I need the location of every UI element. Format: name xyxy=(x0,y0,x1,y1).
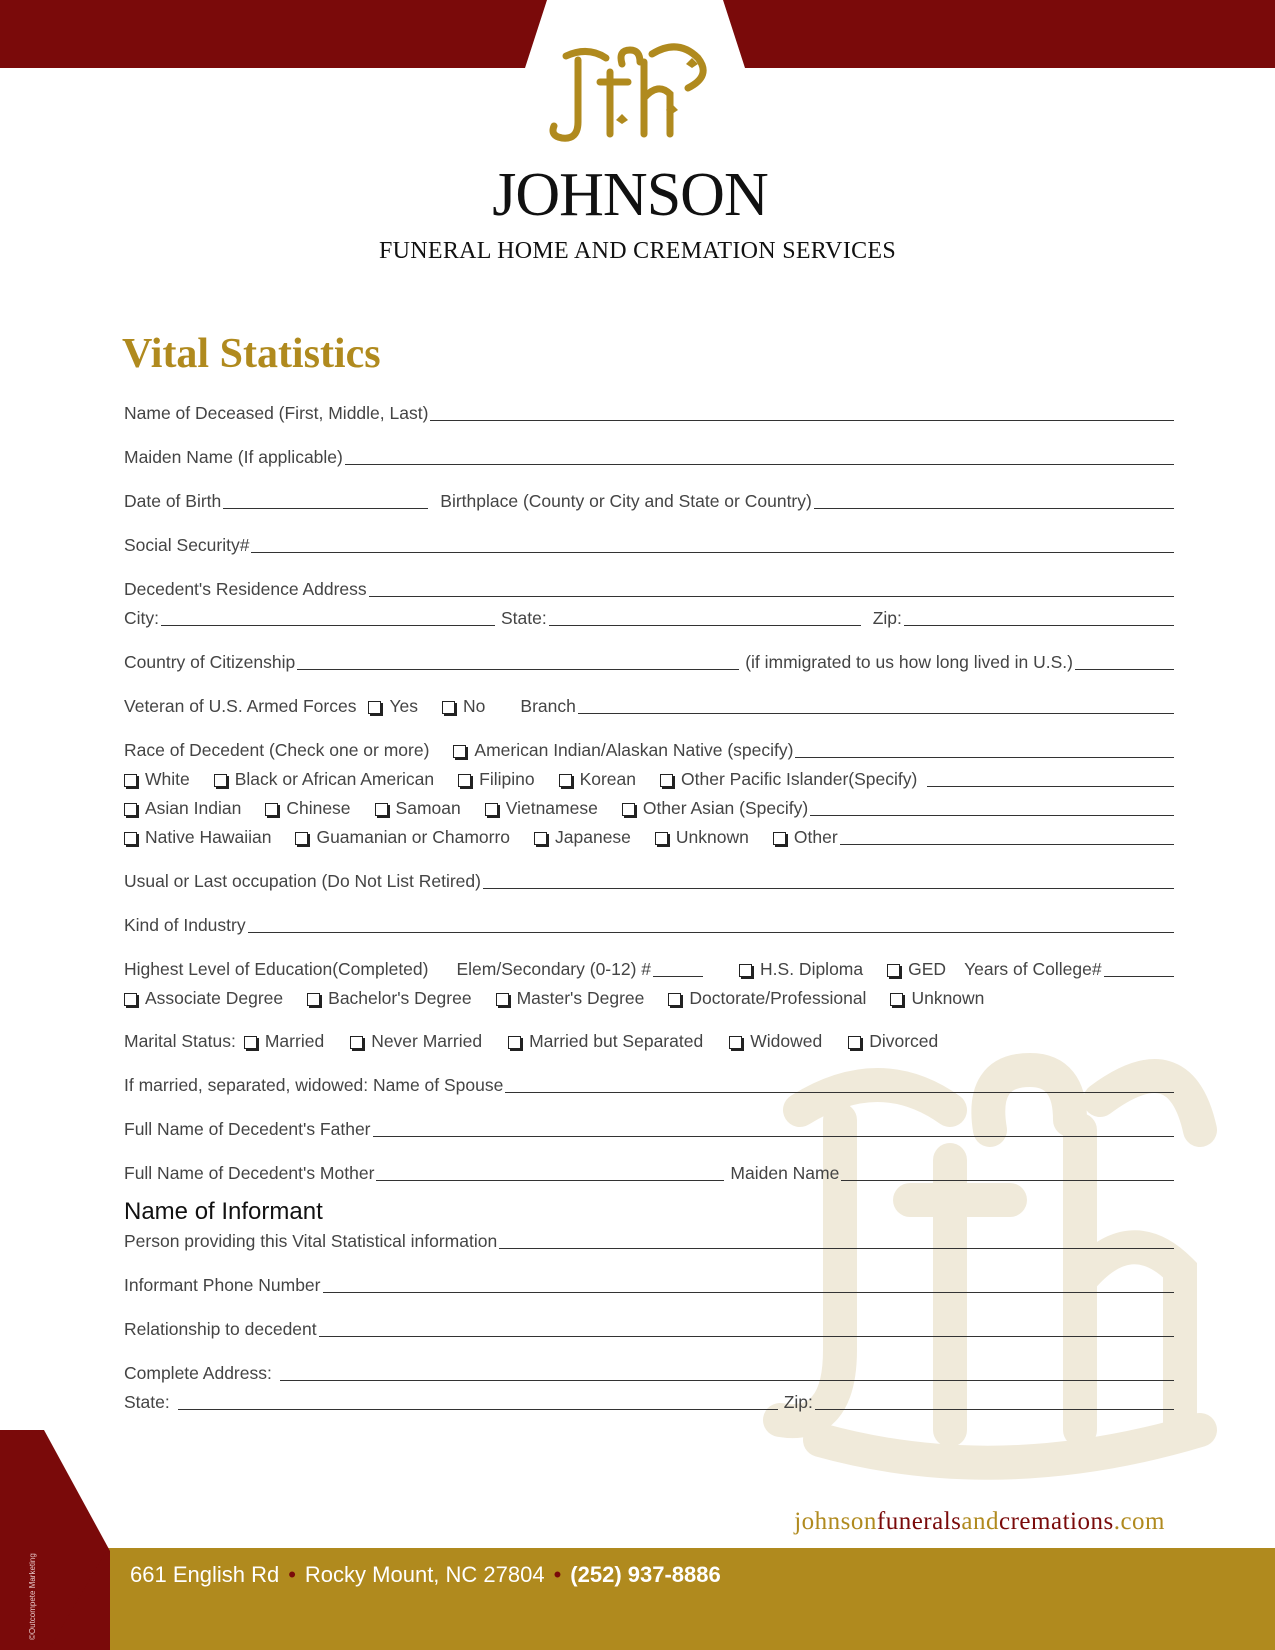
never-married-label: Never Married xyxy=(371,1030,483,1051)
race-chinese-checkbox[interactable] xyxy=(265,797,352,820)
city-label: City: xyxy=(124,607,159,628)
row-informant-phone xyxy=(124,1270,1174,1296)
deceased-name-field[interactable] xyxy=(430,420,1174,421)
divorced-checkbox[interactable] xyxy=(848,1030,940,1053)
industry-field[interactable] xyxy=(248,932,1174,933)
row-deceased-name xyxy=(124,398,1174,424)
row-citizenship xyxy=(124,647,1174,673)
maiden-name-label: Maiden Name (If applicable) xyxy=(124,446,343,467)
informant-person-field[interactable] xyxy=(499,1248,1174,1249)
race-american-indian-label: American Indian/Alaskan Native (specify) xyxy=(474,739,794,760)
race-unknown-checkbox[interactable] xyxy=(655,826,751,849)
veteran-no-label: No xyxy=(463,695,486,716)
separated-checkbox[interactable] xyxy=(508,1030,705,1053)
race-vietnamese-label: Vietnamese xyxy=(505,797,598,818)
relationship-label: Relationship to decedent xyxy=(124,1318,317,1339)
form-title: Vital Statistics xyxy=(122,331,381,377)
race-other-label: Other xyxy=(793,826,838,847)
informant-phone-field[interactable] xyxy=(323,1292,1175,1293)
father-field[interactable] xyxy=(373,1136,1174,1137)
father-label: Full Name of Decedent's Father xyxy=(124,1118,371,1139)
row-race-3 xyxy=(124,793,1174,819)
relationship-field[interactable] xyxy=(319,1336,1174,1337)
zip-label: Zip: xyxy=(872,607,902,628)
branch-label: Branch xyxy=(520,695,576,716)
race-other-pacific-field[interactable] xyxy=(927,786,1174,787)
website-part-com: .com xyxy=(1113,1508,1165,1535)
row-marital xyxy=(124,1026,1174,1052)
race-other-asian-checkbox[interactable] xyxy=(622,797,810,820)
credit-text: ©Outcompete Marketing xyxy=(28,1553,37,1640)
education-unknown-label: Unknown xyxy=(911,987,985,1008)
race-black-label: Black or African American xyxy=(234,768,435,789)
race-unknown-label: Unknown xyxy=(675,826,749,847)
widowed-checkbox[interactable] xyxy=(729,1030,824,1053)
row-race-4 xyxy=(124,822,1174,848)
education-unknown-checkbox[interactable] xyxy=(890,987,986,1010)
row-residence xyxy=(124,574,1174,600)
race-native-hawaiian-label: Native Hawaiian xyxy=(145,826,272,847)
row-race-1 xyxy=(124,735,1174,761)
footer-address xyxy=(130,1562,721,1588)
race-white-checkbox[interactable] xyxy=(124,768,192,791)
race-japanese-checkbox[interactable] xyxy=(534,826,633,849)
row-spouse xyxy=(124,1070,1174,1096)
informant-state-field[interactable] xyxy=(178,1409,778,1410)
race-guamanian-label: Guamanian or Chamorro xyxy=(316,826,511,847)
informant-zip-field[interactable] xyxy=(815,1409,1174,1410)
marital-label: Marital Status: xyxy=(124,1030,236,1051)
race-other-asian-field[interactable] xyxy=(810,815,1174,816)
race-korean-label: Korean xyxy=(579,768,637,789)
dob-label: Date of Birth xyxy=(124,490,222,511)
birthplace-label: Birthplace (County or City and State or Country) xyxy=(440,490,812,511)
row-race-2 xyxy=(124,764,1174,790)
never-married-checkbox[interactable] xyxy=(350,1030,484,1053)
informant-phone-label: Informant Phone Number xyxy=(124,1274,321,1295)
race-samoan-label: Samoan xyxy=(395,797,461,818)
mother-field[interactable] xyxy=(376,1180,724,1181)
row-relationship xyxy=(124,1314,1174,1340)
elem-field[interactable] xyxy=(653,976,703,977)
city-field[interactable] xyxy=(161,625,495,626)
race-american-indian-checkbox[interactable] xyxy=(453,739,795,762)
race-other-pacific-checkbox[interactable] xyxy=(660,768,919,791)
ged-label: GED xyxy=(908,958,947,979)
married-label: Married xyxy=(264,1030,325,1051)
race-native-hawaiian-checkbox[interactable] xyxy=(124,826,273,849)
row-birth xyxy=(124,486,1174,512)
education-label: Highest Level of Education(Completed) xyxy=(124,958,429,979)
row-education-2 xyxy=(124,983,1174,1009)
elem-label: Elem/Secondary (0-12) # xyxy=(456,958,652,979)
veteran-yes-label: Yes xyxy=(389,695,419,716)
industry-label: Kind of Industry xyxy=(124,914,246,935)
master-checkbox[interactable] xyxy=(496,987,647,1010)
race-black-checkbox[interactable] xyxy=(214,768,436,791)
race-american-indian-field[interactable] xyxy=(795,757,1174,758)
row-mother xyxy=(124,1158,1174,1184)
spouse-label: If married, separated, widowed: Name of Spouse xyxy=(124,1074,504,1095)
row-veteran xyxy=(124,691,1174,717)
race-japanese-label: Japanese xyxy=(555,826,631,847)
citizenship-field[interactable] xyxy=(297,669,739,670)
bachelor-label: Bachelor's Degree xyxy=(328,987,472,1008)
row-informant-state-zip xyxy=(124,1387,1174,1413)
master-label: Master's Degree xyxy=(516,987,645,1008)
college-field[interactable] xyxy=(1104,976,1174,977)
race-samoan-checkbox[interactable] xyxy=(375,797,463,820)
race-korean-checkbox[interactable] xyxy=(559,768,638,791)
website-part-and: and xyxy=(961,1508,1000,1535)
row-informant-address xyxy=(124,1358,1174,1384)
row-father xyxy=(124,1114,1174,1140)
mother-label: Full Name of Decedent's Mother xyxy=(124,1162,375,1183)
informant-person-label: Person providing this Vital Statistical information xyxy=(124,1230,498,1251)
state-field[interactable] xyxy=(549,625,861,626)
informant-address-field[interactable] xyxy=(280,1380,1174,1381)
veteran-no-checkbox[interactable] xyxy=(442,695,487,718)
race-other-checkbox[interactable] xyxy=(773,826,840,849)
dob-field[interactable] xyxy=(223,508,428,509)
immigrated-field[interactable] xyxy=(1075,669,1174,670)
row-maiden-name xyxy=(124,442,1174,468)
race-white-label: White xyxy=(145,768,190,789)
race-vietnamese-checkbox[interactable] xyxy=(485,797,600,820)
mother-maiden-field[interactable] xyxy=(841,1180,1174,1181)
hs-diploma-checkbox[interactable] xyxy=(739,958,865,981)
footer-bullet-1: • xyxy=(288,1562,296,1587)
footer-phone[interactable]: (252) 937-8886 xyxy=(570,1562,721,1587)
married-checkbox[interactable] xyxy=(244,1030,326,1053)
doctorate-label: Doctorate/Professional xyxy=(689,987,867,1008)
race-filipino-label: Filipino xyxy=(479,768,535,789)
maiden-name-field[interactable] xyxy=(345,464,1174,465)
divorced-label: Divorced xyxy=(869,1030,939,1051)
citizenship-label: Country of Citizenship xyxy=(124,651,296,672)
immigrated-label: (if immigrated to us how long lived in U.S.) xyxy=(745,651,1073,672)
race-label: Race of Decedent (Check one or more) xyxy=(124,739,430,760)
ssn-label: Social Security# xyxy=(124,534,250,555)
hs-diploma-label: H.S. Diploma xyxy=(760,958,864,979)
race-other-pacific-label: Other Pacific Islander(Specify) xyxy=(681,768,918,789)
website-part-cremations: cremations xyxy=(999,1508,1114,1535)
informant-heading: Name of Informant xyxy=(124,1198,323,1225)
separated-label: Married but Separated xyxy=(529,1030,704,1051)
doctorate-checkbox[interactable] xyxy=(668,987,868,1010)
deceased-name-label: Name of Deceased (First, Middle, Last) xyxy=(124,402,429,423)
race-chinese-label: Chinese xyxy=(286,797,351,818)
race-asian-indian-checkbox[interactable] xyxy=(124,797,243,820)
row-informant-person xyxy=(124,1226,1174,1252)
associate-label: Associate Degree xyxy=(145,987,284,1008)
race-guamanian-checkbox[interactable] xyxy=(295,826,512,849)
footer-bullet-2: • xyxy=(553,1562,562,1587)
ged-checkbox[interactable] xyxy=(887,958,948,981)
zip-field[interactable] xyxy=(904,625,1174,626)
website-part-johnson: johnson xyxy=(794,1508,877,1535)
college-label: Years of College# xyxy=(964,958,1102,979)
associate-checkbox[interactable] xyxy=(124,987,285,1010)
birthplace-field[interactable] xyxy=(814,508,1174,509)
race-other-field[interactable] xyxy=(840,844,1174,845)
widowed-label: Widowed xyxy=(750,1030,823,1051)
footer-city: Rocky Mount, NC 27804 xyxy=(304,1562,545,1587)
spouse-field[interactable] xyxy=(505,1092,1174,1093)
brand-name: JOHNSON xyxy=(492,161,768,229)
website-part-funerals: funerals xyxy=(876,1508,962,1535)
veteran-yes-checkbox[interactable] xyxy=(368,695,420,718)
row-occupation xyxy=(124,866,1174,892)
bachelor-checkbox[interactable] xyxy=(307,987,473,1010)
website-link[interactable] xyxy=(794,1508,1165,1536)
race-other-asian-label: Other Asian (Specify) xyxy=(642,797,809,818)
informant-state-label: State: xyxy=(124,1391,170,1412)
informant-zip-label: Zip: xyxy=(783,1391,813,1412)
brand-subtitle: FUNERAL HOME AND CREMATION SERVICES xyxy=(378,238,897,264)
occupation-label: Usual or Last occupation (Do Not List Retired) xyxy=(124,870,481,891)
residence-field[interactable] xyxy=(369,596,1174,597)
residence-label: Decedent's Residence Address xyxy=(124,578,367,599)
informant-address-label: Complete Address: xyxy=(124,1362,272,1383)
branch-field[interactable] xyxy=(578,713,1174,714)
race-asian-indian-label: Asian Indian xyxy=(145,797,242,818)
row-city-state-zip xyxy=(124,603,1174,629)
row-education-1 xyxy=(124,954,1174,980)
ssn-field[interactable] xyxy=(251,552,1174,553)
state-label: State: xyxy=(501,607,547,628)
row-industry xyxy=(124,910,1174,936)
veteran-label: Veteran of U.S. Armed Forces xyxy=(124,695,357,716)
row-ssn xyxy=(124,530,1174,556)
race-filipino-checkbox[interactable] xyxy=(458,768,536,791)
footer-street: 661 English Rd xyxy=(130,1562,280,1587)
mother-maiden-label: Maiden Name xyxy=(730,1162,840,1183)
occupation-field[interactable] xyxy=(483,888,1174,889)
jfh-logo xyxy=(548,42,728,162)
